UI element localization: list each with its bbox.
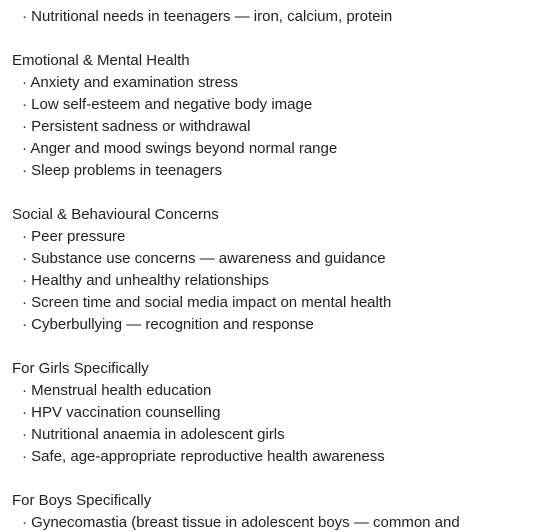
list-item: · Anger and mood swings beyond normal range <box>22 138 552 160</box>
document-content <box>12 6 552 532</box>
list-item: · Gynecomastia (breast tissue in adolescent boys — common and <box>22 512 552 532</box>
list-item: · Cyberbullying — recognition and response <box>22 314 552 336</box>
list-item: · Healthy and unhealthy relationships <box>22 270 552 292</box>
list-item: · Peer pressure <box>22 226 552 248</box>
section-boys <box>12 490 552 532</box>
list-item: · Screen time and social media impact on mental health <box>22 292 552 314</box>
list-item: · Nutritional anaemia in adolescent girls <box>22 424 552 446</box>
section-emotional-mental-health <box>12 50 552 182</box>
section-girls <box>12 358 552 468</box>
list-item: · Substance use concerns — awareness and guidance <box>22 248 552 270</box>
list-item: · Anxiety and examination stress <box>22 72 552 94</box>
list-item: · Low self-esteem and negative body image <box>22 94 552 116</box>
list-item: · Sleep problems in teenagers <box>22 160 552 182</box>
section-title: For Girls Specifically <box>12 360 149 377</box>
section-title: Emotional & Mental Health <box>12 52 190 69</box>
section-title: For Boys Specifically <box>12 492 152 509</box>
item-list <box>12 380 552 468</box>
item-list <box>12 6 552 28</box>
list-item: · HPV vaccination counselling <box>22 402 552 424</box>
list-item: · Menstrual health education <box>22 380 552 402</box>
list-item: · Safe, age-appropriate reproductive health awareness <box>22 446 552 468</box>
section-nutrition <box>12 6 552 28</box>
section-social-behavioural <box>12 204 552 336</box>
section-title: Social & Behavioural Concerns <box>12 206 219 223</box>
item-list <box>12 72 552 182</box>
item-list <box>12 512 552 532</box>
list-item: · Nutritional needs in teenagers — iron, calcium, protein <box>22 6 552 28</box>
list-item: · Persistent sadness or withdrawal <box>22 116 552 138</box>
item-list <box>12 226 552 336</box>
